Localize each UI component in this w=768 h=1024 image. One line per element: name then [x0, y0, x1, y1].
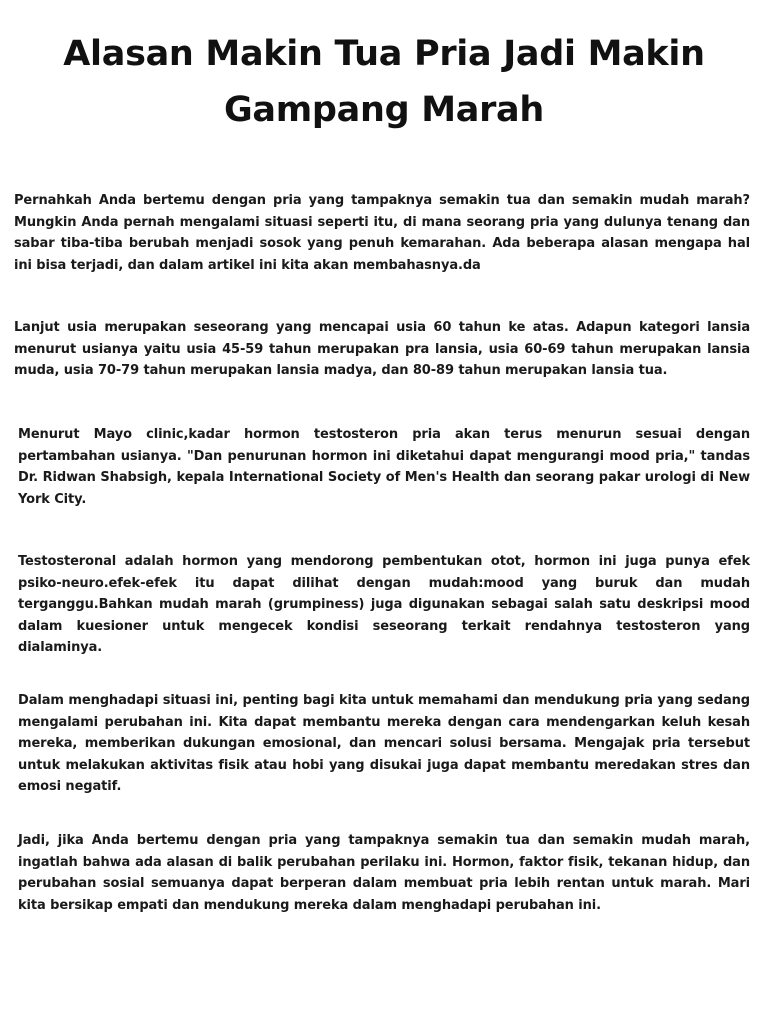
paragraph-intro: Pernahkah Anda bertemu dengan pria yang tampaknya semakin tua dan semakin mudah marah? Mungkin Anda pernah mengalami situasi seperti itu, di mana seorang pria yang dulunya tenang dan sabar tiba-tiba berubah menjadi sosok yang penuh kemarahan. Ada beberapa alasan mengapa hal ini bisa terjadi, dan dalam artikel ini kita akan membahasnya.da [14, 193, 750, 273]
paragraph-support: Dalam menghadapi situasi ini, penting bagi kita untuk memahami dan mendukung pria yang sedang mengalami perubahan ini. Kita dapat membantu mereka dengan cara mendengarkan keluh kesah mereka, memberikan dukungan emosional, dan mencari solusi bersama. Mengajak pria tersebut untuk melakukan aktivitas fisik atau hobi yang disukai juga dapat membantu meredakan stres dan emosi negatif. [18, 693, 750, 794]
paragraph-testosterone: Testosteronal adalah hormon yang mendorong pembentukan otot, hormon ini juga punya efek psiko-neuro.efek-efek itu dapat dilihat dengan mudah:mood yang buruk dan mudah terganggu.Bahkan mudah marah (grumpiness) juga digunakan sebagai salah satu deskripsi mood dalam kuesioner untuk mengecek kondisi seseorang terkait rendahnya testosteron yang dialaminya. [18, 554, 750, 655]
document-title: Alasan Makin Tua Pria Jadi Makin Gampang Marah [63, 34, 705, 130]
paragraph-conclusion: Jadi, jika Anda bertemu dengan pria yang tampaknya semakin tua dan semakin mudah marah, ingatlah bahwa ada alasan di balik perubahan perilaku ini. Hormon, faktor fisik, tekanan hidup, dan perubahan sosial semuanya dapat berperan dalam membuat pria lebih rentan untuk marah. Mari kita bersikap empati dan mendukung mereka dalam menghadapi perubahan ini. [18, 833, 750, 913]
paragraph-mayo-clinic: Menurut Mayo clinic,kadar hormon testosteron pria akan terus menurun sesuai dengan pertambahan usianya. "Dan penurunan hormon ini diketahui dapat mengurangi mood pria," tandas Dr. Ridwan Shabsigh, kepala International Society of Men's Health dan seorang pakar urologi di New York City. [18, 427, 750, 507]
paragraph-lansia-definition: Lanjut usia merupakan seseorang yang mencapai usia 60 tahun ke atas. Adapun kategori lansia menurut usianya yaitu usia 45-59 tahun merupakan pra lansia, usia 60-69 tahun merupakan lansia muda, usia 70-79 tahun merupakan lansia madya, dan 80-89 tahun merupakan lansia tua. [14, 320, 750, 378]
